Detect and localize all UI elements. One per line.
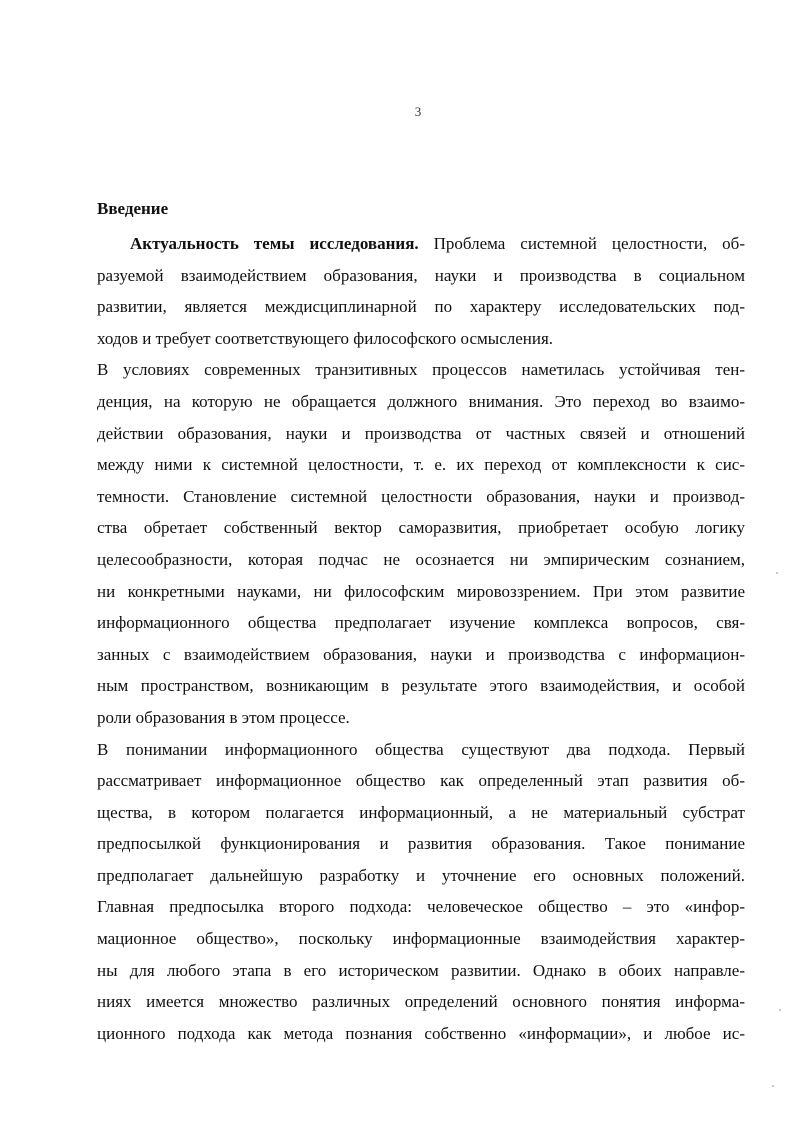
- text-line: ниях имеется множество различных определений основного понятия информа-: [97, 992, 745, 1012]
- text-line: действии образования, науки и производства от частных связей и отношений: [97, 423, 745, 443]
- text-line: между ними к системной целостности, т. е. их переход от комплексности к сис-: [97, 455, 745, 475]
- text-line: ны для любого этапа в его историческом развитии. Однако в обоих направле-: [97, 960, 745, 980]
- text-line: [97, 228, 745, 260]
- scan-speck: [776, 572, 778, 574]
- text-line: В условиях современных транзитивных процессов наметилась устойчивая тен-: [97, 360, 745, 380]
- text-line: ционного подхода как метода познания собственно «информации», и любое ис-: [97, 1023, 745, 1043]
- section-heading: Введение: [97, 199, 169, 218]
- text-line: ства обретает собственный вектор саморазвития, приобретает особую логику: [97, 518, 745, 538]
- scan-speck: [779, 1009, 781, 1011]
- text-line: темности. Становление системной целостности образования, науки и производ-: [97, 486, 745, 506]
- text-line: ни конкретными науками, ни философским мировоззрением. При этом развитие: [97, 581, 745, 601]
- text-line: щества, в котором полагается информационный, а не материальный субстрат: [97, 802, 745, 822]
- text-line: денция, на которую не обращается должного внимания. Это переход во взаимо-: [97, 391, 745, 411]
- text-line: разуемой взаимодействием образования, науки и производства в социальном: [97, 265, 745, 285]
- text-line: целесообразности, которая подчас не осознается ни эмпирическим сознанием,: [97, 549, 745, 569]
- text-line: рассматривает информационное общество как определенный этап развития об-: [97, 771, 745, 791]
- text-line: Главная предпосылка второго подхода: человеческое общество – это «инфор-: [97, 897, 745, 917]
- text-line: занных с взаимодействием образования, науки и производства с информацион-: [97, 644, 745, 664]
- text-line: В понимании информационного общества существуют два подхода. Первый: [97, 739, 745, 759]
- text-line: развитии, является междисциплинарной по характеру исследовательских под-: [97, 297, 745, 317]
- text-line: ходов и требует соответствующего философского осмысления.: [97, 328, 554, 348]
- text-line-rest: Проблема системной целостности, об-: [418, 234, 745, 253]
- text-line: роли образования в этом процессе.: [97, 707, 350, 727]
- text-line: ным пространством, возникающим в результате этого взаимодействия, и особой: [97, 676, 745, 696]
- relevance-label: Актуальность темы исследования.: [130, 234, 419, 253]
- page-number: 3: [414, 104, 422, 119]
- text-line: предпосылкой функционирования и развития образования. Такое понимание: [97, 834, 745, 854]
- text-line: мационное общество», поскольку информационные взаимодействия характер-: [97, 929, 745, 949]
- scan-speck: [772, 1085, 774, 1087]
- body-text: [97, 228, 745, 1049]
- text-line: предполагает дальнейшую разработку и уточнение его основных положений.: [97, 865, 745, 885]
- text-line: информационного общества предполагает изучение комплекса вопросов, свя-: [97, 613, 745, 633]
